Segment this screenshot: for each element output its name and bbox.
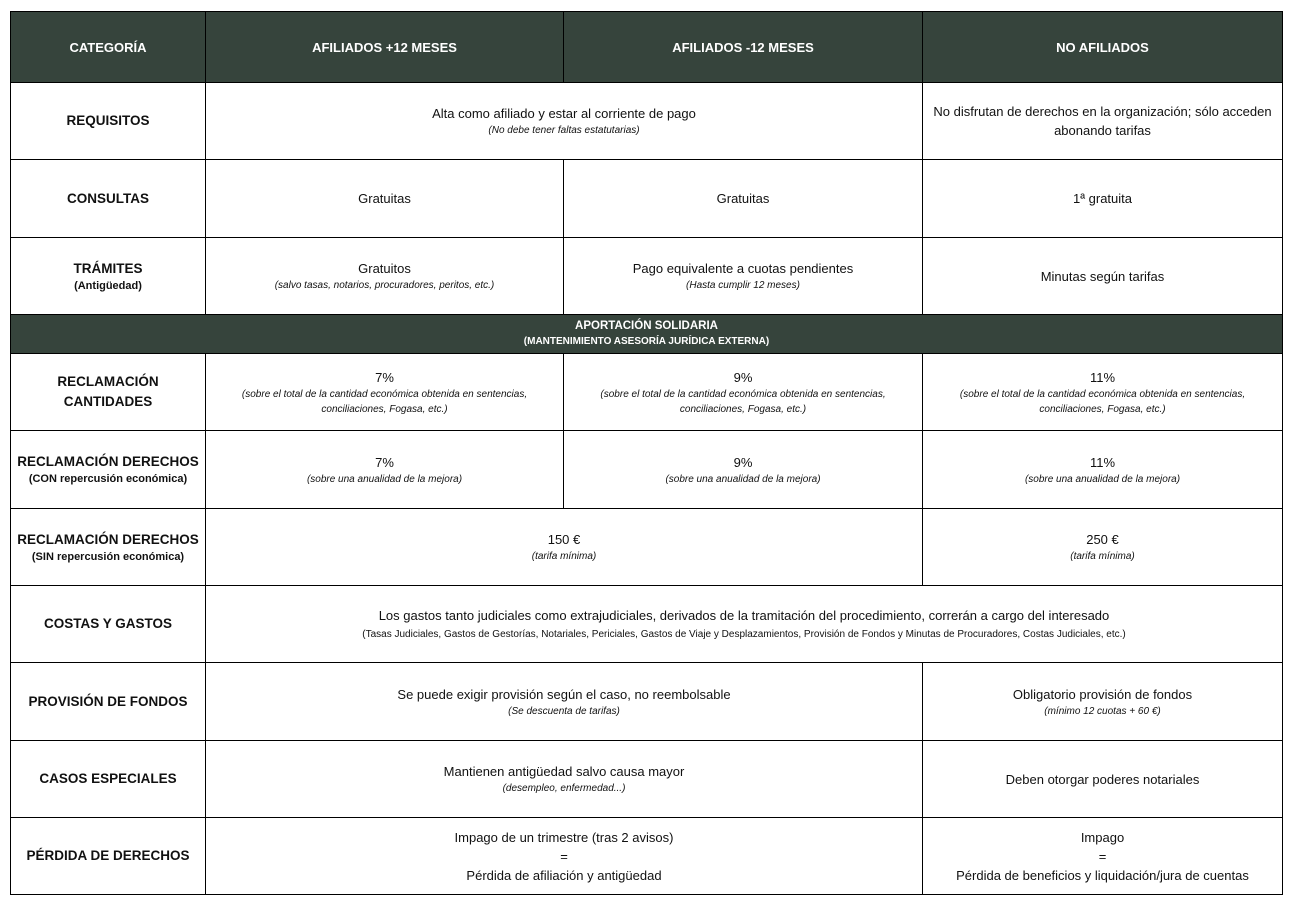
cell-no-afiliados [923,83,1283,160]
cell-main-text: 9% [733,454,753,470]
category-label [11,663,206,741]
category-text: RECLAMACIÓN DERECHOS [17,531,199,547]
cell-no-afiliados [923,160,1283,238]
cell-note-text: (sobre una anualidad de la mejora) [306,473,463,485]
section-header [11,315,1283,354]
cell-afiliados [206,818,923,895]
category-subtext: (CON repercusión económica) [28,473,188,485]
category-text: REQUISITOS [66,113,150,128]
category-label [11,586,206,663]
category-label [11,818,206,895]
row-requisitos [11,83,1283,160]
category-text: PÉRDIDA DE DERECHOS [26,848,190,863]
cell-line-text: Pérdida de afiliación y antigüedad [466,867,662,883]
cell-main-text: Minutas según tarifas [1040,268,1165,284]
cell-afiliados-mas-12 [206,238,564,315]
cell-main-text: Gratuitas [716,191,770,206]
cell-afiliados-mas-12 [206,431,564,509]
cell-afiliados-mas-12 [206,354,564,431]
cell-main-text: 250 € [1086,532,1119,547]
cell-no-afiliados [923,818,1283,895]
cell-afiliados [206,663,923,741]
cell-line-text: Impago de un trimestre (tras 2 avisos) [454,829,674,845]
category-text: COSTAS Y GASTOS [43,616,173,631]
cell-note-text: (tarifa mínima) [1070,551,1135,562]
cell-afiliados-menos-12 [564,160,923,238]
cell-note-text: (desempleo, enfermedad...) [502,783,626,794]
cell-main-text: Mantienen antigüedad salvo causa mayor [443,764,685,779]
cell-no-afiliados [923,509,1283,586]
category-text: CONSULTAS [67,190,149,206]
row-reclamacion-derechos-sin [11,509,1283,586]
header-afiliados-mas-12: AFILIADOS +12 MESES [206,12,564,83]
cell-main-text: Se puede exigir provisión según el caso, no reembolsable [397,686,731,702]
category-label [11,354,206,431]
category-label [11,431,206,509]
row-perdida-derechos [11,818,1283,895]
cell-note-text: (No debe tener faltas estatutarias) [488,125,640,136]
row-consultas [11,160,1283,238]
section-subtitle: (MANTENIMIENTO ASESORÍA JURÍDICA EXTERNA) [523,336,770,347]
cell-main-text: No disfrutan de derechos en la organización; sólo acceden abonando tarifas [933,104,1272,138]
category-subtext: (SIN repercusión económica) [31,550,185,563]
cell-main-text: 150 € [547,532,581,547]
cell-main-text: Pago equivalente a cuotas pendientes [632,261,854,276]
cell-note-text: (tarifa mínima) [531,551,597,562]
row-reclamacion-cantidades [11,354,1283,431]
cell-afiliados-mas-12 [206,160,564,238]
cell-afiliados [206,509,923,586]
category-text: CASOS ESPECIALES [39,771,177,786]
cell-note-text: (sobre una anualidad de la mejora) [665,473,821,485]
cell-note-text: (mínimo 12 cuotas + 60 €) [1044,705,1161,717]
cell-no-afiliados [923,354,1283,431]
category-text: RECLAMACIÓN [57,374,159,389]
cell-main-text: Gratuitos [358,261,411,276]
cell-note-text: (sobre el total de la cantidad económica obtenida en sentencias, conciliaciones, Fogasa, etc.) [241,388,528,415]
category-label [11,509,206,586]
category-label [11,741,206,818]
category-text: CANTIDADES [63,394,153,409]
cell-no-afiliados [923,741,1283,818]
cell-note-text: (sobre el total de la cantidad económica obtenida en sentencias, conciliaciones, Fogasa, etc.) [600,388,886,415]
cell-afiliados-menos-12 [564,431,923,509]
cell-all [206,586,1283,663]
cell-note-text: (salvo tasas, notarios, procuradores, peritos, etc.) [274,280,495,291]
row-reclamacion-derechos-con [11,431,1283,509]
cell-main-text: 11% [1089,369,1116,385]
cell-main-text: 1ª gratuita [1072,191,1132,206]
row-casos-especiales [11,741,1283,818]
category-label [11,160,206,238]
cell-line-text: Impago [1080,829,1125,845]
category-subtext: (Antigüedad) [74,279,142,292]
cell-note-text: (Se descuenta de tarifas) [508,705,620,717]
header-categoria: CATEGORÍA [11,12,206,83]
category-text: PROVISIÓN DE FONDOS [28,693,188,709]
cell-afiliados-menos-12 [564,354,923,431]
cell-no-afiliados [923,238,1283,315]
cell-afiliados-menos-12 [564,238,923,315]
cell-main-text: Deben otorgar poderes notariales [1005,771,1200,787]
cell-note-text: (Tasas Judiciales, Gastos de Gestorías, Notariales, Periciales, Gastos de Viaje y Desplazamientos, Provisión de Fondos y Minutas de Procuradores, Costas Judiciales, etc.) [362,629,1126,640]
cell-main-text: 9% [733,369,753,385]
cell-main-text: 11% [1089,454,1116,470]
header-afiliados-menos-12: AFILIADOS -12 MESES [564,12,923,83]
category-text: TRÁMITES [73,260,143,276]
category-label [11,83,206,160]
category-label [11,238,206,315]
cell-main-text: Obligatorio provisión de fondos [1012,686,1193,702]
cell-afiliados [206,83,923,160]
tariff-table [10,11,1283,895]
row-tramites [11,238,1283,315]
cell-note-text: (sobre una anualidad de la mejora) [1024,473,1181,485]
section-title: APORTACIÓN SOLIDARIA [575,320,718,332]
header-no-afiliados: NO AFILIADOS [923,12,1283,83]
cell-line-text: Pérdida de beneficios y liquidación/jura de cuentas [956,867,1249,883]
cell-main-text: Los gastos tanto judiciales como extrajudiciales, derivados de la tramitación del procedimiento, correrán a cargo del interesado [378,608,1110,623]
cell-note-text: (sobre el total de la cantidad económica obtenida en sentencias, conciliaciones, Fogasa, etc.) [959,388,1246,415]
cell-no-afiliados [923,663,1283,741]
cell-no-afiliados [923,431,1283,509]
cell-main-text: Alta como afiliado y estar al corriente de pago [432,106,696,121]
category-text: RECLAMACIÓN DERECHOS [17,454,199,469]
cell-afiliados [206,741,923,818]
cell-main-text: 7% [375,369,394,385]
section-aportacion-solidaria [11,315,1283,354]
cell-main-text: 7% [375,454,394,470]
cell-note-text: (Hasta cumplir 12 meses) [686,280,800,291]
row-provision-fondos [11,663,1283,741]
equals-sign: = [560,848,568,864]
equals-sign: = [1098,848,1107,864]
header-row [11,12,1283,83]
cell-main-text: Gratuitas [358,191,411,206]
row-costas-gastos [11,586,1283,663]
